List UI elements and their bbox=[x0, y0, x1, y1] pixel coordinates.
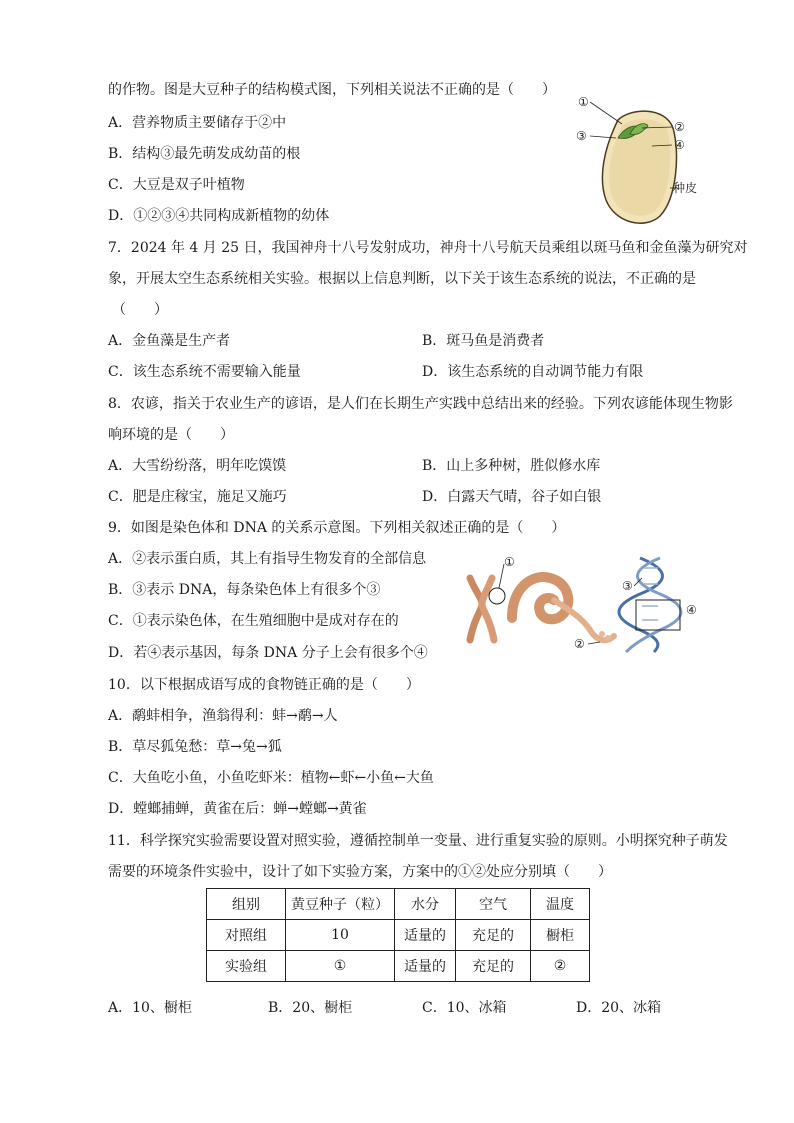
q11-option-c: C．10、冰箱 bbox=[422, 1000, 507, 1016]
table-cell: 充足的 bbox=[456, 920, 531, 951]
table-cell: 充足的 bbox=[456, 951, 531, 982]
table-cell: ① bbox=[286, 951, 395, 982]
table-header-cell: 温度 bbox=[531, 889, 590, 920]
q8-stem-line-2: 响环境的是（ ） bbox=[108, 427, 234, 443]
dna-label-3: ③ bbox=[622, 579, 633, 593]
q10-option-c: C．大鱼吃小鱼，小鱼吃虾米：植物←虾←小鱼←大鱼 bbox=[108, 770, 434, 786]
q6-option-c: C．大豆是双子叶植物 bbox=[108, 177, 245, 193]
q9-option-b: B．③表示 DNA，每条染色体上有很多个③ bbox=[108, 582, 381, 598]
table-header-cell: 水分 bbox=[395, 889, 456, 920]
q11-stem-line-2: 需要的环境条件实验中，设计了如下实验方案，方案中的①②处应分别填（ ） bbox=[108, 864, 612, 880]
q9-option-d: D．若④表示基因，每条 DNA 分子上会有很多个④ bbox=[108, 645, 428, 661]
q7-stem-line-1: 7．2024 年 4 月 25 日，我国神舟十八号发射成功，神舟十八号航天员乘组以斑马鱼和金鱼藻为研究对 bbox=[108, 240, 748, 256]
q8-option-c: C．肥是庄稼宝，施足又施巧 bbox=[108, 489, 287, 505]
table-header-cell: 黄豆种子（粒） bbox=[286, 889, 395, 920]
double-helix bbox=[619, 558, 681, 652]
q11-option-a: A．10、橱柜 bbox=[108, 1000, 192, 1016]
table-header-row bbox=[207, 889, 590, 920]
dna-label-2: ② bbox=[574, 637, 585, 651]
table-row bbox=[207, 920, 590, 951]
q7-option-a: A．金鱼藻是生产者 bbox=[108, 333, 231, 349]
coiled-fiber bbox=[512, 577, 614, 640]
table-cell: 实验组 bbox=[207, 951, 286, 982]
q10-stem: 10．以下根据成语写成的食物链正确的是（ ） bbox=[108, 677, 420, 693]
q10-option-d: D．螳螂捕蝉，黄雀在后：蝉→螳螂→黄雀 bbox=[108, 801, 367, 817]
table-cell: ② bbox=[531, 951, 590, 982]
chromosome-shape bbox=[470, 578, 494, 640]
q7-stem-line-3: （ ） bbox=[112, 302, 168, 318]
q7-stem-line-2: 象，开展太空生态系统相关实验。根据以上信息判断，以下关于该生态系统的说法，不正确的是 bbox=[108, 271, 696, 287]
q11-option-b: B．20、橱柜 bbox=[268, 1000, 353, 1016]
table-header-cell: 组别 bbox=[207, 889, 286, 920]
q7-option-b: B．斑马鱼是消费者 bbox=[422, 333, 545, 349]
q7-option-d: D．该生态系统的自动调节能力有限 bbox=[422, 364, 644, 380]
table-cell: 适量的 bbox=[395, 951, 456, 982]
q7-option-c: C．该生态系统不需要输入能量 bbox=[108, 364, 301, 380]
q6-option-a: A．营养物质主要储存于②中 bbox=[108, 115, 287, 131]
seed-label-3: ③ bbox=[576, 129, 587, 143]
q8-option-b: B．山上多种树，胜似修水库 bbox=[422, 458, 601, 474]
table-header-cell: 空气 bbox=[456, 889, 531, 920]
q8-option-a: A．大雪纷纷落，明年吃馍馍 bbox=[108, 458, 287, 474]
table-cell: 适量的 bbox=[395, 920, 456, 951]
table-cell: 橱柜 bbox=[531, 920, 590, 951]
soybean-seed-diagram bbox=[570, 88, 720, 228]
table-cell: 对照组 bbox=[207, 920, 286, 951]
dna-label-4: ④ bbox=[686, 603, 697, 617]
q10-option-a: A．鹬蚌相争，渔翁得利：蚌→鹬→人 bbox=[108, 708, 338, 724]
table-row bbox=[207, 951, 590, 982]
q11-stem-line-1: 11．科学探究实验需要设置对照实验，遵循控制单一变量、进行重复实验的原则。小明探究种子萌发 bbox=[108, 833, 728, 849]
seed-coat-label: 种皮 bbox=[673, 181, 698, 195]
q9-stem: 9．如图是染色体和 DNA 的关系示意图。下列相关叙述正确的是（ ） bbox=[108, 520, 566, 536]
q9-option-c: C．①表示染色体，在生殖细胞中是成对存在的 bbox=[108, 613, 399, 629]
q6-option-d: D．①②③④共同构成新植物的幼体 bbox=[108, 208, 330, 224]
q10-option-b: B．草尽狐兔愁：草→兔→狐 bbox=[108, 739, 282, 755]
dna-label-1: ① bbox=[504, 555, 515, 569]
q9-option-a: A．②表示蛋白质，其上有指导生物发育的全部信息 bbox=[108, 551, 427, 567]
q6-stem: 的作物。图是大豆种子的结构模式图，下列相关说法不正确的是（ ） bbox=[108, 82, 556, 98]
table-cell: 10 bbox=[286, 920, 395, 951]
q11-option-d: D．20、冰箱 bbox=[576, 1000, 662, 1016]
experiment-table bbox=[206, 888, 590, 982]
seed-label-4: ④ bbox=[674, 138, 685, 152]
q6-option-b: B．结构③最先萌发成幼苗的根 bbox=[108, 146, 301, 162]
chromosome-dna-diagram bbox=[462, 548, 702, 660]
seed-label-1: ① bbox=[578, 95, 589, 109]
q8-stem-line-1: 8．农谚，指关于农业生产的谚语，是人们在长期生产实践中总结出来的经验。下列农谚能体现生物影 bbox=[108, 396, 733, 412]
seed-label-2: ② bbox=[674, 120, 685, 134]
q8-option-d: D．白露天气晴，谷子如白银 bbox=[422, 489, 602, 505]
